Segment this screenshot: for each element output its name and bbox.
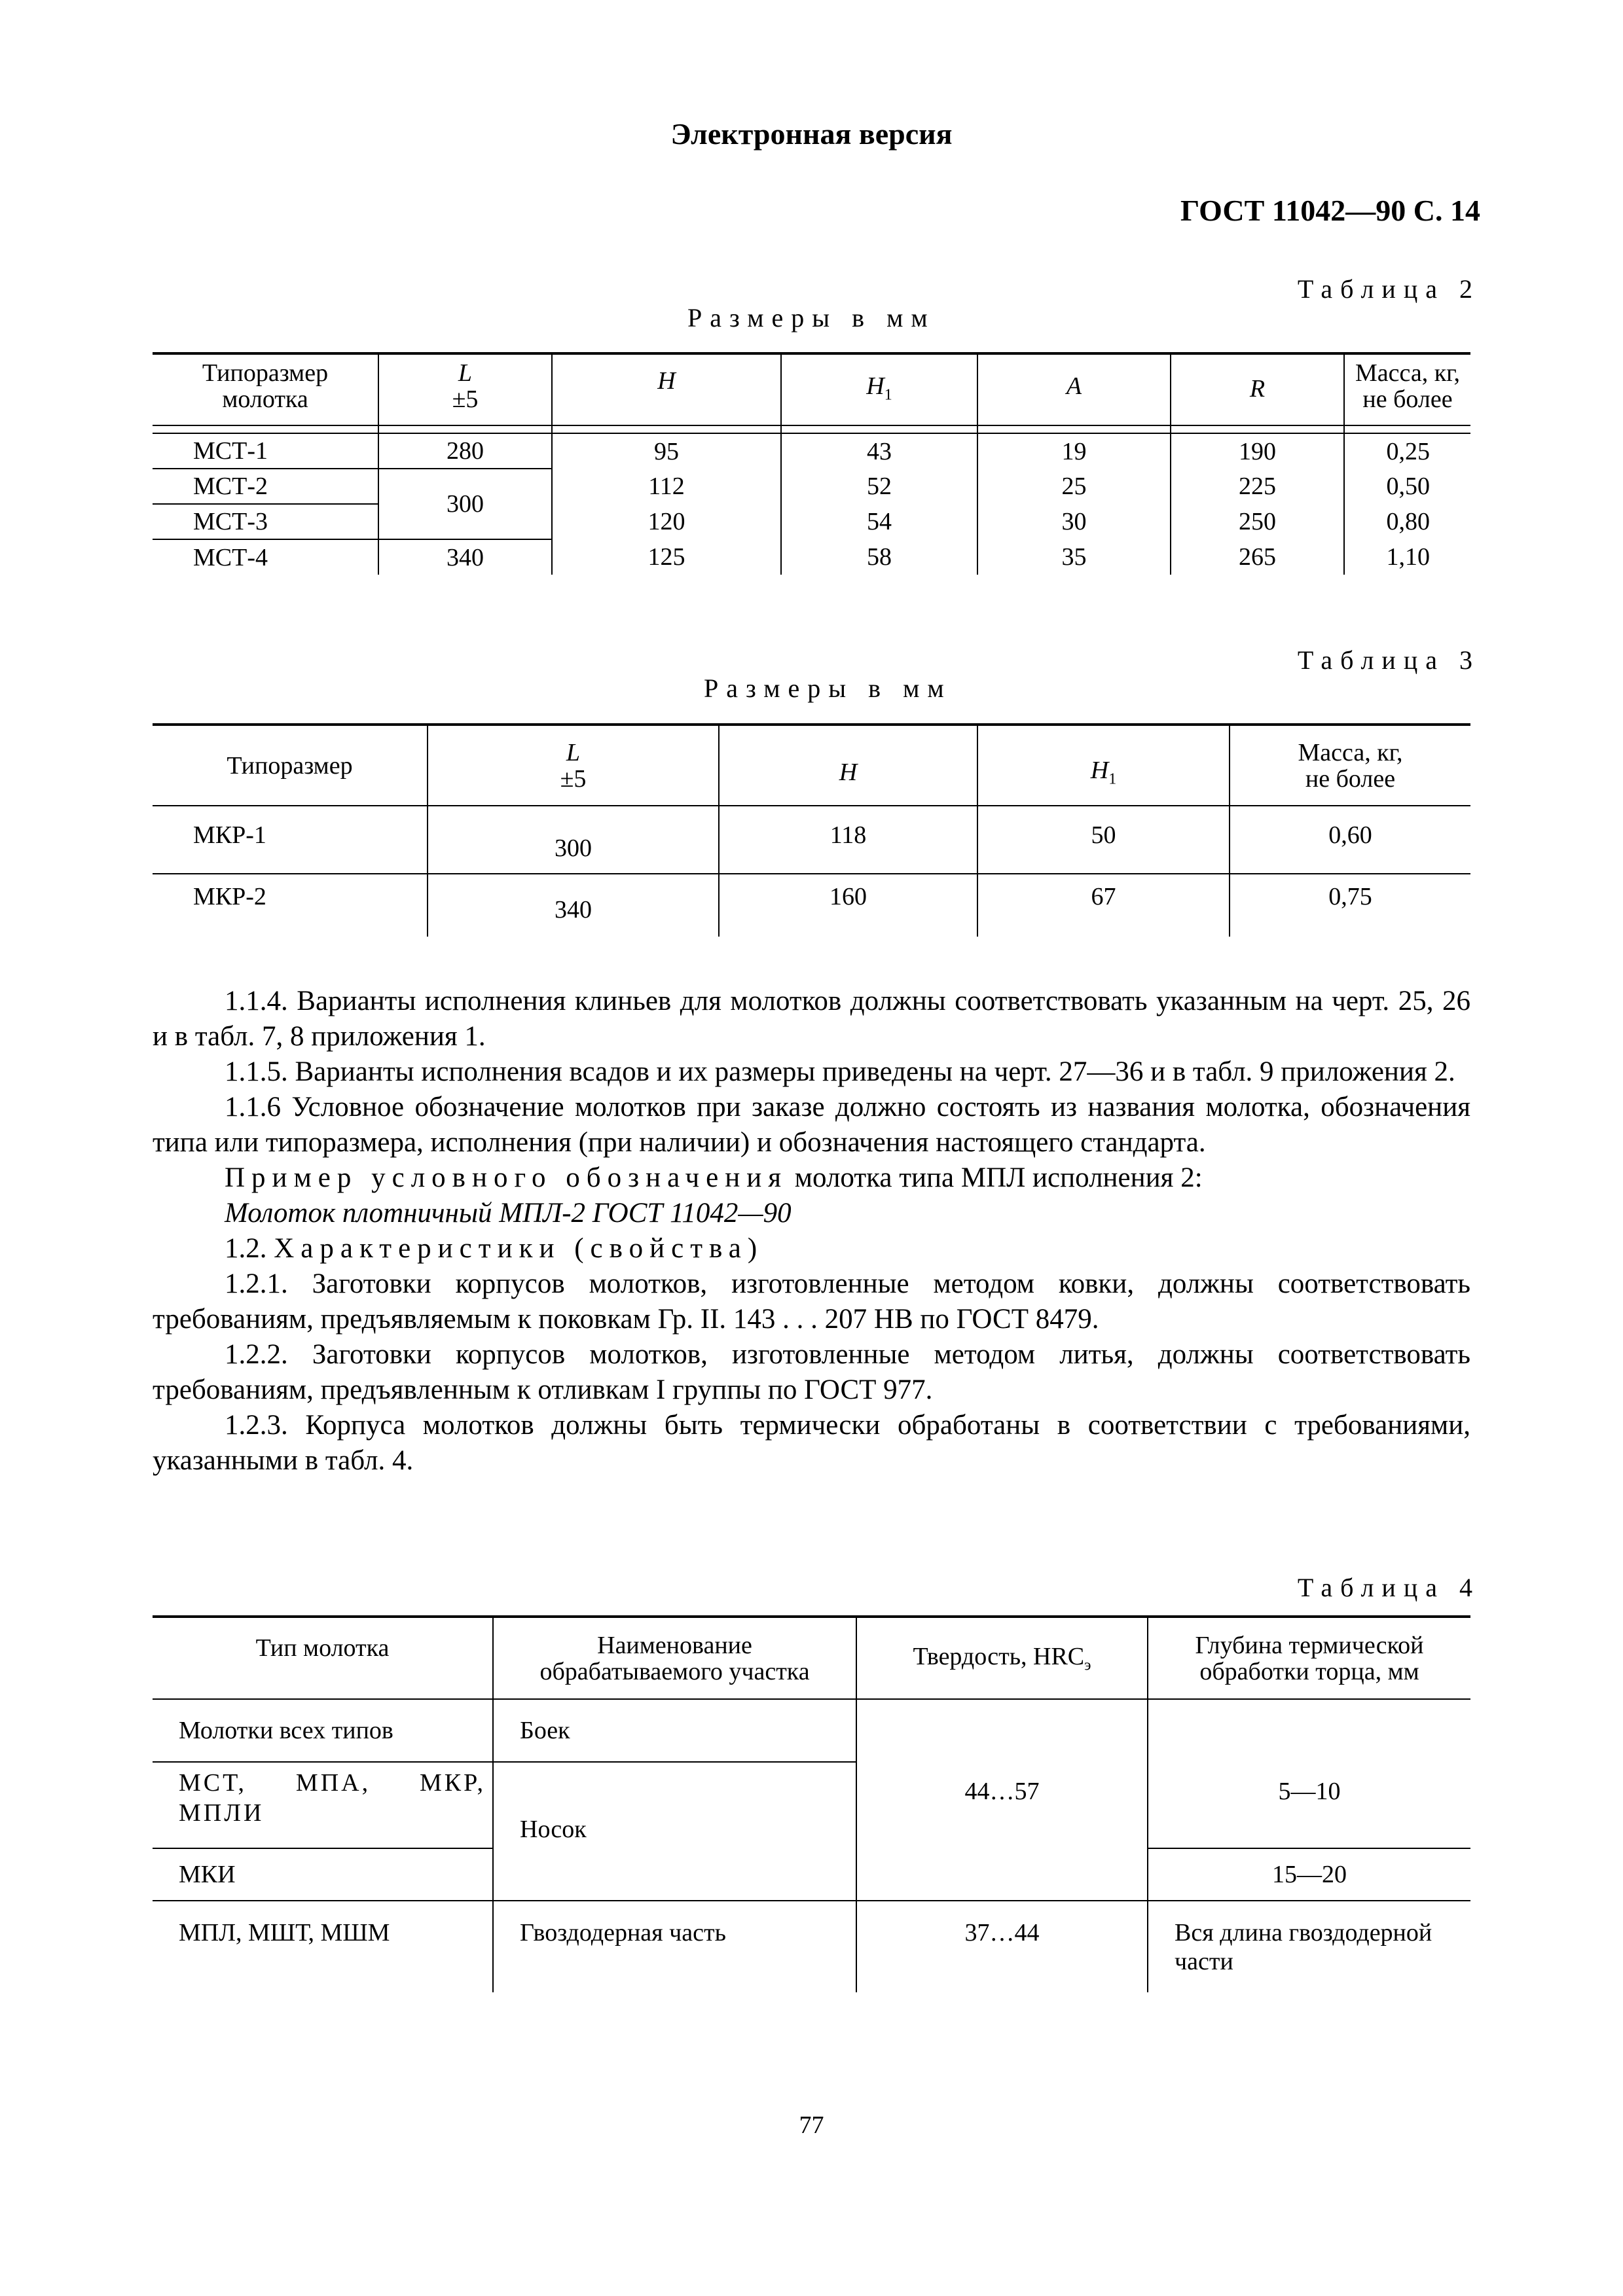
t2-h-L-letter: L <box>458 359 473 387</box>
t2-r2-A: 25 <box>977 469 1171 504</box>
table-row <box>153 874 1470 937</box>
t2-r1-mass: 0,25 <box>1344 433 1470 469</box>
t2-r1-L: 280 <box>378 433 552 469</box>
t3-r1-mass: 0,60 <box>1230 806 1470 874</box>
t2-r2-mass: 0,50 <box>1344 469 1470 504</box>
t3-r2-name: МКР-2 <box>193 883 266 910</box>
t2-r1-R: 190 <box>1171 433 1344 469</box>
t2-h-H1-main: H <box>866 372 884 400</box>
t3-r2-mass: 0,75 <box>1230 874 1470 937</box>
t2-h-H1-sub: 1 <box>884 386 892 404</box>
table3-units: Размеры в мм <box>704 673 952 703</box>
t2-h-H1 <box>781 353 977 425</box>
heading-1-2-num: 1.2. <box>225 1233 274 1264</box>
table-row <box>153 504 1470 539</box>
table-row <box>153 469 1470 504</box>
t2-r4-A: 35 <box>977 539 1171 575</box>
t3-r2-L: 340 <box>428 874 719 937</box>
t4-r2-type: МСТ, МПА, МКР, МПЛИ <box>153 1762 493 1848</box>
t3-h-size: Типоразмер <box>227 751 353 780</box>
para-example-designation: Молоток плотничный МПЛ-2 ГОСТ 11042—90 <box>225 1198 792 1229</box>
t4-depth-1: 5—10 <box>1148 1699 1470 1848</box>
body-text <box>153 984 1470 1479</box>
t3-h-mass <box>1230 725 1470 806</box>
t4-h-part <box>493 1617 856 1699</box>
t2-r1-H: 95 <box>552 433 781 469</box>
t2-r4-H: 125 <box>552 539 781 575</box>
t4-h-depth-line1: Глубина термической <box>1195 1631 1424 1659</box>
t2-h-L <box>378 353 552 425</box>
t4-h-part-line1: Наименование <box>597 1631 752 1659</box>
gost-page-header: ГОСТ 11042—90 С. 14 <box>1180 194 1480 227</box>
t2-r3-H1: 54 <box>781 504 977 539</box>
t4-r4-type: МПЛ, МШТ, МШМ <box>179 1919 390 1946</box>
t4-r3-type: МКИ <box>153 1848 493 1901</box>
t2-r1-H1: 43 <box>781 433 977 469</box>
t2-r2-H: 112 <box>552 469 781 504</box>
t4-r4-part: Гвоздодерная часть <box>493 1901 856 1992</box>
t4-depth-3: Вся длина гвоздодерной части <box>1148 1901 1470 1992</box>
t4-h-hardness-main: Твердость, HRC <box>913 1642 1085 1670</box>
t3-h-L <box>428 725 719 806</box>
t3-r1-H: 118 <box>719 806 977 874</box>
table4-label: Таблица 4 <box>1297 1573 1480 1602</box>
table-2 <box>153 352 1470 575</box>
para-1-1-6: 1.1.6 Условное обозначение молотков при заказе должно состоять из названия молотка, обозначения типа или типоразмера, исполнения (при наличии) и обозначения настоящего стандарта. <box>153 1092 1470 1158</box>
para-example <box>153 1160 1470 1196</box>
t2-r3-name: МСТ-3 <box>153 504 378 539</box>
table-4 <box>153 1615 1470 1992</box>
t2-r1-A: 19 <box>977 433 1171 469</box>
t4-hardness-2: 37…44 <box>856 1901 1148 1992</box>
table-row <box>153 806 1470 874</box>
t2-r2-H1: 52 <box>781 469 977 504</box>
table2-header-row <box>153 353 1470 425</box>
t4-h-hardness <box>856 1617 1148 1699</box>
t2-r4-L: 340 <box>378 539 552 575</box>
page-number: 77 <box>799 2111 824 2139</box>
t4-hardness-1: 44…57 <box>856 1699 1148 1901</box>
table3-header-row <box>153 725 1470 806</box>
t3-r1-H1: 50 <box>977 806 1230 874</box>
t2-h-R: R <box>1171 353 1344 425</box>
t3-h-mass-line2: не более <box>1305 764 1396 793</box>
t3-h-H1-sub: 1 <box>1108 770 1117 788</box>
t4-part-nosok: Носок <box>493 1762 856 1901</box>
t3-h-H1 <box>977 725 1230 806</box>
t4-r1-part: Боек <box>493 1699 856 1762</box>
t2-r3-mass: 0,80 <box>1344 504 1470 539</box>
t2-r2-R: 225 <box>1171 469 1344 504</box>
t3-h-H1-main: H <box>1090 756 1109 784</box>
table4-header-row <box>153 1617 1470 1699</box>
table-row <box>153 1901 1470 1992</box>
electronic-version-title: Электронная версия <box>670 117 953 151</box>
t3-h-mass-line1: Масса, кг, <box>1298 738 1403 766</box>
para-1-2-2: 1.2.2. Заготовки корпусов молотков, изготовленные методом литья, должны соответствовать требованиям, предъявленным к отливкам I группы по ГОСТ 977. <box>153 1339 1470 1405</box>
t2-h-mass-line1: Масса, кг, <box>1355 359 1460 387</box>
t2-r2-name: МСТ-2 <box>153 469 378 504</box>
t3-r1-name: МКР-1 <box>193 821 266 849</box>
para-1-2-heading <box>153 1231 1470 1266</box>
t2-r3-H: 120 <box>552 504 781 539</box>
t2-r4-R: 265 <box>1171 539 1344 575</box>
t2-r3-R: 250 <box>1171 504 1344 539</box>
table-row <box>153 433 1470 469</box>
t2-h-mass <box>1344 353 1470 425</box>
t2-h-A: A <box>977 353 1171 425</box>
t2-h-size <box>153 353 378 425</box>
t3-r2-H: 160 <box>719 874 977 937</box>
t3-h-L-letter: L <box>566 738 581 766</box>
table2-units: Размеры в мм <box>687 303 936 332</box>
table-row <box>153 539 1470 575</box>
t3-r2-H1: 67 <box>977 874 1230 937</box>
t2-r4-mass: 1,10 <box>1344 539 1470 575</box>
table-3 <box>153 723 1470 937</box>
para-1-1-5: 1.1.5. Варианты исполнения всадов и их размеры приведены на черт. 27—36 и в табл. 9 приложения 2. <box>225 1056 1455 1087</box>
t2-r4-H1: 58 <box>781 539 977 575</box>
t4-h-part-line2: обрабатываемого участка <box>539 1657 810 1685</box>
t2-r4-name: МСТ-4 <box>193 543 268 571</box>
t2-r1-name: МСТ-1 <box>153 433 378 469</box>
t3-h-L-tol: ±5 <box>560 764 587 793</box>
t2-h-L-tol: ±5 <box>452 386 479 413</box>
t4-h-type: Тип молотка <box>255 1634 390 1662</box>
t4-r1-type: Молотки всех типов <box>153 1699 493 1762</box>
para-1-1-4: 1.1.4. Варианты исполнения клиньев для молотков должны соответствовать указанным на черт. 25, 26 и в табл. 7, 8 приложения 1. <box>153 986 1470 1052</box>
t2-h-H: H <box>552 353 781 425</box>
t4-depth-2: 15—20 <box>1148 1848 1470 1901</box>
t2-h-size-line1: Типоразмер <box>202 359 329 387</box>
t3-h-H: H <box>719 725 977 806</box>
para-1-2-3: 1.2.3. Корпуса молотков должны быть термически обработаны в соответствии с требованиями, указанными в табл. 4. <box>153 1410 1470 1476</box>
table2-label: Таблица 2 <box>1297 274 1480 304</box>
t2-double-rule <box>153 425 1470 433</box>
t2-r2-L: 300 <box>378 469 552 539</box>
example-rest: молотка типа МПЛ исполнения 2: <box>788 1162 1203 1193</box>
table3-label: Таблица 3 <box>1297 645 1480 675</box>
table-row <box>153 1699 1470 1762</box>
t4-h-depth-line2: обработки торца, мм <box>1199 1657 1419 1685</box>
t2-h-mass-line2: не более <box>1362 386 1453 413</box>
t4-h-hardness-sub: э <box>1084 1657 1091 1674</box>
para-1-2-1: 1.2.1. Заготовки корпусов молотков, изготовленные методом ковки, должны соответствовать требованиям, предъявляемым к поковкам Гр. II. 143 . . . 207 НВ по ГОСТ 8479. <box>153 1268 1470 1335</box>
example-spaced-label: Пример условного обозначения <box>225 1162 788 1193</box>
heading-1-2-title: Характеристики (свойства) <box>274 1233 764 1264</box>
t2-h-size-line2: молотка <box>222 386 308 413</box>
t4-h-depth <box>1148 1617 1470 1699</box>
t3-r1-L: 300 <box>428 806 719 874</box>
t2-r3-A: 30 <box>977 504 1171 539</box>
